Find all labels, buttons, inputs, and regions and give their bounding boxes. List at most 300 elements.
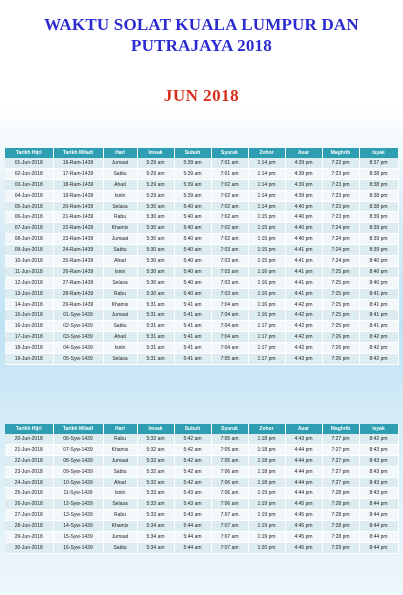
page-title xyxy=(0,14,403,56)
column-header-subuh: Subuh xyxy=(174,424,211,434)
cell-subuh: 5:42 am xyxy=(174,434,211,444)
column-header-isyak: Isyak xyxy=(359,424,398,434)
cell-miladi: 12-Syw-1439 xyxy=(53,499,103,510)
cell-hari: Rabu xyxy=(103,510,137,521)
cell-isyak: 8:43 pm xyxy=(359,444,398,455)
cell-syuruk: 7:04 am xyxy=(211,332,248,343)
cell-subuh: 5:40 am xyxy=(174,201,211,212)
cell-imsak: 5:30 am xyxy=(137,223,174,234)
cell-maghrib: 7:27 pm xyxy=(322,466,359,477)
cell-syuruk: 7:01 am xyxy=(211,158,248,168)
cell-zohor: 1:14 pm xyxy=(248,168,285,179)
cell-imsak: 5:33 am xyxy=(137,510,174,521)
cell-isyak: 8:44 pm xyxy=(359,499,398,510)
cell-hari: Ahad xyxy=(103,179,137,190)
cell-maghrib: 7:24 pm xyxy=(322,256,359,267)
cell-imsak: 5:29 am xyxy=(137,179,174,190)
cell-hijri: 24-Jun-2018 xyxy=(5,477,53,488)
cell-maghrib: 7:25 pm xyxy=(322,277,359,288)
cell-syuruk: 7:07 am xyxy=(211,532,248,543)
cell-miladi: 11-Syw-1439 xyxy=(53,488,103,499)
cell-hijri: 09-Jun-2018 xyxy=(5,245,53,256)
cell-miladi: 20-Ram-1439 xyxy=(53,201,103,212)
cell-hari: Khamis xyxy=(103,444,137,455)
cell-hari: Jumaat xyxy=(103,234,137,245)
cell-subuh: 5:40 am xyxy=(174,245,211,256)
cell-zohor: 1:15 pm xyxy=(248,234,285,245)
cell-hijri: 30-Jun-2018 xyxy=(5,542,53,553)
cell-maghrib: 7:25 pm xyxy=(322,288,359,299)
table-row xyxy=(5,190,398,201)
cell-subuh: 5:41 am xyxy=(174,310,211,321)
cell-miladi: 17-Ram-1439 xyxy=(53,168,103,179)
cell-subuh: 5:41 am xyxy=(174,299,211,310)
cell-maghrib: 7:23 pm xyxy=(322,179,359,190)
column-header-hijri: Tarikh Hijri xyxy=(5,424,53,434)
column-header-hijri: Tarikh Hijri xyxy=(5,148,53,158)
cell-imsak: 5:32 am xyxy=(137,455,174,466)
cell-miladi: 26-Ram-1439 xyxy=(53,266,103,277)
cell-zohor: 1:19 pm xyxy=(248,499,285,510)
cell-isyak: 8:41 pm xyxy=(359,288,398,299)
cell-hijri: 05-Jun-2018 xyxy=(5,201,53,212)
cell-subuh: 5:42 am xyxy=(174,444,211,455)
cell-hari: Sabtu xyxy=(103,168,137,179)
table-body xyxy=(5,434,398,553)
column-header-imsak: Imsak xyxy=(137,424,174,434)
cell-asar: 4:41 pm xyxy=(285,245,322,256)
cell-zohor: 1:17 pm xyxy=(248,343,285,354)
cell-asar: 4:41 pm xyxy=(285,288,322,299)
cell-imsak: 5:30 am xyxy=(137,212,174,223)
table-row xyxy=(5,201,398,212)
cell-subuh: 5:39 am xyxy=(174,158,211,168)
cell-hari: Sabtu xyxy=(103,542,137,553)
cell-isyak: 8:39 pm xyxy=(359,245,398,256)
cell-maghrib: 7:27 pm xyxy=(322,434,359,444)
cell-hijri: 29-Jun-2018 xyxy=(5,532,53,543)
cell-syuruk: 7:07 am xyxy=(211,542,248,553)
cell-subuh: 5:41 am xyxy=(174,343,211,354)
cell-asar: 4:42 pm xyxy=(285,310,322,321)
cell-zohor: 1:19 pm xyxy=(248,488,285,499)
cell-subuh: 5:43 am xyxy=(174,499,211,510)
cell-imsak: 5:30 am xyxy=(137,256,174,267)
table-header-row xyxy=(5,424,398,434)
cell-imsak: 5:29 am xyxy=(137,190,174,201)
cell-hari: Rabu xyxy=(103,434,137,444)
cell-asar: 4:44 pm xyxy=(285,466,322,477)
table-row xyxy=(5,310,398,321)
cell-subuh: 5:40 am xyxy=(174,266,211,277)
cell-asar: 4:43 pm xyxy=(285,434,322,444)
cell-zohor: 1:14 pm xyxy=(248,179,285,190)
cell-zohor: 1:18 pm xyxy=(248,466,285,477)
cell-isyak: 8:42 pm xyxy=(359,354,398,365)
cell-subuh: 5:40 am xyxy=(174,288,211,299)
cell-imsak: 5:33 am xyxy=(137,499,174,510)
cell-subuh: 5:44 am xyxy=(174,521,211,532)
cell-maghrib: 7:26 pm xyxy=(322,354,359,365)
cell-miladi: 23-Ram-1439 xyxy=(53,234,103,245)
cell-maghrib: 7:28 pm xyxy=(322,510,359,521)
cell-subuh: 5:44 am xyxy=(174,532,211,543)
table-row xyxy=(5,299,398,310)
page-title-line-1: WAKTU SOLAT KUALA LUMPUR DAN xyxy=(44,15,359,34)
cell-miladi: 24-Ram-1439 xyxy=(53,245,103,256)
column-header-syuruk: Syuruk xyxy=(211,148,248,158)
cell-syuruk: 7:05 am xyxy=(211,444,248,455)
cell-maghrib: 7:26 pm xyxy=(322,343,359,354)
cell-syuruk: 7:06 am xyxy=(211,477,248,488)
cell-hijri: 04-Jun-2018 xyxy=(5,190,53,201)
cell-hijri: 22-Jun-2018 xyxy=(5,455,53,466)
cell-asar: 4:44 pm xyxy=(285,488,322,499)
table-row xyxy=(5,354,398,365)
cell-subuh: 5:42 am xyxy=(174,455,211,466)
cell-subuh: 5:41 am xyxy=(174,332,211,343)
table-header-row xyxy=(5,148,398,158)
cell-hari: Sabtu xyxy=(103,321,137,332)
cell-hari: Ahad xyxy=(103,332,137,343)
cell-hijri: 19-Jun-2018 xyxy=(5,354,53,365)
table-row xyxy=(5,266,398,277)
cell-syuruk: 7:07 am xyxy=(211,510,248,521)
cell-imsak: 5:29 am xyxy=(137,158,174,168)
cell-maghrib: 7:27 pm xyxy=(322,444,359,455)
cell-imsak: 5:32 am xyxy=(137,434,174,444)
cell-imsak: 5:34 am xyxy=(137,542,174,553)
cell-hijri: 20-Jun-2018 xyxy=(5,434,53,444)
cell-asar: 4:39 pm xyxy=(285,179,322,190)
cell-asar: 4:39 pm xyxy=(285,158,322,168)
cell-miladi: 06-Syw-1439 xyxy=(53,434,103,444)
cell-subuh: 5:40 am xyxy=(174,256,211,267)
cell-miladi: 21-Ram-1439 xyxy=(53,212,103,223)
column-header-miladi: Tarikh Miladi xyxy=(53,424,103,434)
cell-isyak: 8:38 pm xyxy=(359,179,398,190)
table-row xyxy=(5,223,398,234)
cell-syuruk: 7:02 am xyxy=(211,234,248,245)
column-header-hari: Hari xyxy=(103,148,137,158)
cell-hari: Isnin xyxy=(103,488,137,499)
cell-miladi: 02-Syw-1439 xyxy=(53,321,103,332)
cell-syuruk: 7:03 am xyxy=(211,245,248,256)
cell-asar: 4:42 pm xyxy=(285,321,322,332)
cell-subuh: 5:42 am xyxy=(174,477,211,488)
cell-zohor: 1:19 pm xyxy=(248,510,285,521)
cell-maghrib: 7:25 pm xyxy=(322,310,359,321)
cell-syuruk: 7:04 am xyxy=(211,310,248,321)
cell-asar: 4:40 pm xyxy=(285,234,322,245)
cell-isyak: 8:39 pm xyxy=(359,223,398,234)
cell-imsak: 5:31 am xyxy=(137,354,174,365)
column-header-hari: Hari xyxy=(103,424,137,434)
cell-asar: 4:44 pm xyxy=(285,444,322,455)
cell-imsak: 5:31 am xyxy=(137,310,174,321)
cell-asar: 4:41 pm xyxy=(285,266,322,277)
cell-syuruk: 7:02 am xyxy=(211,223,248,234)
column-header-syuruk: Syuruk xyxy=(211,424,248,434)
table-row xyxy=(5,277,398,288)
cell-asar: 4:39 pm xyxy=(285,168,322,179)
table-row xyxy=(5,521,398,532)
cell-subuh: 5:44 am xyxy=(174,542,211,553)
cell-hari: Ahad xyxy=(103,256,137,267)
table-row xyxy=(5,179,398,190)
cell-zohor: 1:14 pm xyxy=(248,201,285,212)
table-row xyxy=(5,542,398,553)
cell-miladi: 18-Ram-1439 xyxy=(53,179,103,190)
cell-maghrib: 7:26 pm xyxy=(322,332,359,343)
cell-asar: 4:43 pm xyxy=(285,354,322,365)
table-row xyxy=(5,168,398,179)
table-row xyxy=(5,434,398,444)
cell-miladi: 05-Syw-1439 xyxy=(53,354,103,365)
cell-hijri: 23-Jun-2018 xyxy=(5,466,53,477)
cell-imsak: 5:30 am xyxy=(137,245,174,256)
cell-zohor: 1:15 pm xyxy=(248,245,285,256)
cell-subuh: 5:40 am xyxy=(174,223,211,234)
cell-hari: Selasa xyxy=(103,201,137,212)
cell-syuruk: 7:05 am xyxy=(211,455,248,466)
cell-zohor: 1:15 pm xyxy=(248,223,285,234)
cell-isyak: 8:40 pm xyxy=(359,256,398,267)
cell-imsak: 5:34 am xyxy=(137,521,174,532)
column-header-zohor: Zohor xyxy=(248,148,285,158)
cell-asar: 4:44 pm xyxy=(285,477,322,488)
cell-maghrib: 7:28 pm xyxy=(322,521,359,532)
cell-zohor: 1:16 pm xyxy=(248,310,285,321)
cell-miladi: 28-Ram-1439 xyxy=(53,288,103,299)
cell-asar: 4:40 pm xyxy=(285,223,322,234)
table-row xyxy=(5,444,398,455)
cell-isyak: 8:43 pm xyxy=(359,477,398,488)
cell-imsak: 5:29 am xyxy=(137,168,174,179)
cell-miladi: 22-Ram-1439 xyxy=(53,223,103,234)
cell-hijri: 18-Jun-2018 xyxy=(5,343,53,354)
table-body xyxy=(5,158,398,364)
cell-isyak: 8:41 pm xyxy=(359,321,398,332)
cell-imsak: 5:31 am xyxy=(137,343,174,354)
cell-hari: Khamis xyxy=(103,223,137,234)
cell-syuruk: 7:03 am xyxy=(211,256,248,267)
cell-asar: 4:42 pm xyxy=(285,343,322,354)
cell-miladi: 16-Ram-1439 xyxy=(53,158,103,168)
table-row xyxy=(5,158,398,168)
cell-hijri: 06-Jun-2018 xyxy=(5,212,53,223)
cell-isyak: 8:39 pm xyxy=(359,212,398,223)
cell-asar: 4:45 pm xyxy=(285,521,322,532)
cell-hari: Rabu xyxy=(103,212,137,223)
page-title-line-2: PUTRAJAYA 2018 xyxy=(131,36,272,55)
cell-imsak: 5:30 am xyxy=(137,277,174,288)
cell-isyak: 8:42 pm xyxy=(359,434,398,444)
column-header-imsak: Imsak xyxy=(137,148,174,158)
cell-zohor: 1:14 pm xyxy=(248,158,285,168)
cell-hari: Isnin xyxy=(103,266,137,277)
cell-miladi: 25-Ram-1439 xyxy=(53,256,103,267)
month-heading: JUN 2018 xyxy=(163,86,240,105)
cell-zohor: 1:15 pm xyxy=(248,256,285,267)
cell-syuruk: 7:02 am xyxy=(211,190,248,201)
cell-zohor: 1:18 pm xyxy=(248,444,285,455)
cell-isyak: 8:40 pm xyxy=(359,277,398,288)
cell-miladi: 03-Syw-1439 xyxy=(53,332,103,343)
cell-miladi: 01-Syw-1439 xyxy=(53,310,103,321)
cell-syuruk: 7:06 am xyxy=(211,499,248,510)
cell-asar: 4:45 pm xyxy=(285,532,322,543)
cell-isyak: 8:44 pm xyxy=(359,510,398,521)
cell-asar: 4:45 pm xyxy=(285,542,322,553)
cell-isyak: 8:43 pm xyxy=(359,466,398,477)
cell-hari: Selasa xyxy=(103,354,137,365)
cell-isyak: 8:37 pm xyxy=(359,158,398,168)
cell-hari: Jumaat xyxy=(103,532,137,543)
cell-maghrib: 7:25 pm xyxy=(322,266,359,277)
cell-syuruk: 7:06 am xyxy=(211,466,248,477)
table-row xyxy=(5,245,398,256)
cell-maghrib: 7:23 pm xyxy=(322,201,359,212)
cell-miladi: 07-Syw-1439 xyxy=(53,444,103,455)
cell-imsak: 5:32 am xyxy=(137,466,174,477)
cell-hijri: 11-Jun-2018 xyxy=(5,266,53,277)
cell-syuruk: 7:02 am xyxy=(211,179,248,190)
cell-hari: Selasa xyxy=(103,499,137,510)
cell-isyak: 8:44 pm xyxy=(359,532,398,543)
cell-subuh: 5:41 am xyxy=(174,321,211,332)
cell-asar: 4:45 pm xyxy=(285,510,322,521)
cell-miladi: 04-Syw-1439 xyxy=(53,343,103,354)
cell-zohor: 1:18 pm xyxy=(248,434,285,444)
cell-subuh: 5:41 am xyxy=(174,354,211,365)
cell-isyak: 8:38 pm xyxy=(359,168,398,179)
table-row xyxy=(5,256,398,267)
cell-hijri: 01-Jun-2018 xyxy=(5,158,53,168)
cell-hari: Selasa xyxy=(103,277,137,288)
cell-zohor: 1:17 pm xyxy=(248,332,285,343)
table-row xyxy=(5,499,398,510)
cell-zohor: 1:14 pm xyxy=(248,190,285,201)
cell-maghrib: 7:28 pm xyxy=(322,532,359,543)
cell-subuh: 5:39 am xyxy=(174,168,211,179)
column-header-maghrib: Maghrib xyxy=(322,424,359,434)
cell-hijri: 17-Jun-2018 xyxy=(5,332,53,343)
cell-hijri: 07-Jun-2018 xyxy=(5,223,53,234)
cell-syuruk: 7:03 am xyxy=(211,277,248,288)
cell-syuruk: 7:02 am xyxy=(211,201,248,212)
cell-hijri: 26-Jun-2018 xyxy=(5,499,53,510)
cell-isyak: 8:40 pm xyxy=(359,266,398,277)
column-header-asar: Asar xyxy=(285,148,322,158)
cell-asar: 4:41 pm xyxy=(285,277,322,288)
cell-miladi: 14-Syw-1439 xyxy=(53,521,103,532)
cell-isyak: 8:41 pm xyxy=(359,310,398,321)
cell-imsak: 5:30 am xyxy=(137,266,174,277)
cell-asar: 4:40 pm xyxy=(285,201,322,212)
cell-hijri: 27-Jun-2018 xyxy=(5,510,53,521)
cell-miladi: 29-Ram-1439 xyxy=(53,299,103,310)
cell-hijri: 02-Jun-2018 xyxy=(5,168,53,179)
cell-imsak: 5:30 am xyxy=(137,234,174,245)
cell-syuruk: 7:05 am xyxy=(211,434,248,444)
cell-miladi: 27-Ram-1439 xyxy=(53,277,103,288)
cell-hari: Rabu xyxy=(103,288,137,299)
cell-hijri: 10-Jun-2018 xyxy=(5,256,53,267)
cell-imsak: 5:31 am xyxy=(137,299,174,310)
table-row xyxy=(5,510,398,521)
cell-zohor: 1:15 pm xyxy=(248,212,285,223)
column-header-subuh: Subuh xyxy=(174,148,211,158)
cell-imsak: 5:31 am xyxy=(137,332,174,343)
cell-syuruk: 7:06 am xyxy=(211,488,248,499)
cell-zohor: 1:16 pm xyxy=(248,299,285,310)
cell-hari: Isnin xyxy=(103,343,137,354)
table-row xyxy=(5,477,398,488)
cell-maghrib: 7:25 pm xyxy=(322,299,359,310)
table-row xyxy=(5,488,398,499)
cell-asar: 4:42 pm xyxy=(285,332,322,343)
cell-zohor: 1:19 pm xyxy=(248,521,285,532)
table-row xyxy=(5,455,398,466)
cell-maghrib: 7:24 pm xyxy=(322,223,359,234)
table-row xyxy=(5,343,398,354)
cell-zohor: 1:17 pm xyxy=(248,321,285,332)
cell-syuruk: 7:05 am xyxy=(211,354,248,365)
table-row xyxy=(5,234,398,245)
cell-asar: 4:40 pm xyxy=(285,212,322,223)
cell-hijri: 12-Jun-2018 xyxy=(5,277,53,288)
cell-maghrib: 7:22 pm xyxy=(322,158,359,168)
cell-imsak: 5:33 am xyxy=(137,488,174,499)
cell-miladi: 08-Syw-1439 xyxy=(53,455,103,466)
column-header-asar: Asar xyxy=(285,424,322,434)
cell-subuh: 5:43 am xyxy=(174,510,211,521)
cell-imsak: 5:30 am xyxy=(137,201,174,212)
cell-isyak: 8:38 pm xyxy=(359,190,398,201)
cell-syuruk: 7:07 am xyxy=(211,521,248,532)
cell-syuruk: 7:03 am xyxy=(211,288,248,299)
cell-zohor: 1:18 pm xyxy=(248,455,285,466)
cell-maghrib: 7:27 pm xyxy=(322,455,359,466)
cell-hijri: 08-Jun-2018 xyxy=(5,234,53,245)
cell-syuruk: 7:04 am xyxy=(211,321,248,332)
cell-syuruk: 7:02 am xyxy=(211,212,248,223)
cell-maghrib: 7:28 pm xyxy=(322,488,359,499)
cell-hari: Khamis xyxy=(103,299,137,310)
cell-imsak: 5:32 am xyxy=(137,444,174,455)
cell-maghrib: 7:23 pm xyxy=(322,168,359,179)
cell-isyak: 8:43 pm xyxy=(359,455,398,466)
cell-miladi: 16-Syw-1439 xyxy=(53,542,103,553)
cell-syuruk: 7:01 am xyxy=(211,168,248,179)
cell-imsak: 5:30 am xyxy=(137,288,174,299)
cell-hari: Khamis xyxy=(103,521,137,532)
cell-hijri: 13-Jun-2018 xyxy=(5,288,53,299)
column-header-miladi: Tarikh Miladi xyxy=(53,148,103,158)
table-row xyxy=(5,466,398,477)
cell-hari: Jumaat xyxy=(103,158,137,168)
cell-miladi: 09-Syw-1439 xyxy=(53,466,103,477)
table-row xyxy=(5,332,398,343)
cell-zohor: 1:16 pm xyxy=(248,277,285,288)
cell-maghrib: 7:27 pm xyxy=(322,477,359,488)
cell-syuruk: 7:04 am xyxy=(211,299,248,310)
cell-maghrib: 7:23 pm xyxy=(322,212,359,223)
table-row xyxy=(5,532,398,543)
cell-hari: Jumaat xyxy=(103,455,137,466)
cell-isyak: 8:39 pm xyxy=(359,234,398,245)
